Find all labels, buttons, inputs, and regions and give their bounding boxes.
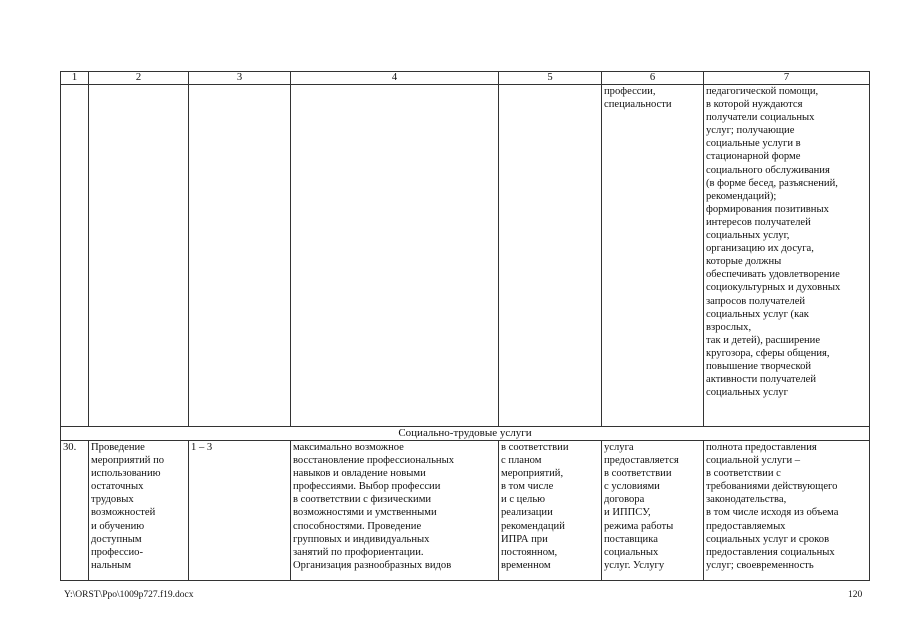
text-line: доступным — [91, 533, 142, 545]
text-line: рекомендаций — [501, 520, 565, 532]
text-line: взрослых, — [706, 321, 752, 333]
text-line: законодательства, — [706, 494, 787, 506]
text-line: и ИППСУ, — [604, 507, 651, 519]
text-line: возможностями и умственными — [293, 507, 437, 519]
footer-file-path: Y:\ORST\Ppo\1009p727.f19.docx — [64, 590, 194, 600]
text-line: социального обслуживания — [706, 164, 830, 176]
cell-text — [604, 441, 701, 580]
table-cell — [602, 441, 704, 581]
text-line: в которой нуждаются — [706, 99, 803, 111]
header-cell: 1 — [61, 72, 89, 85]
cell-text — [91, 441, 186, 580]
services-table — [60, 71, 870, 581]
text-line: повышение творческой — [706, 360, 812, 372]
text-line: специальности — [604, 99, 672, 111]
text-line: занятий по профориентации. — [293, 546, 424, 558]
text-line: обеспечивать удовлетворение — [706, 269, 840, 281]
table-row — [61, 441, 870, 581]
text-line: социальных услуг (как — [706, 308, 809, 320]
text-line: услуг; своевременность — [706, 559, 814, 571]
text-line: и обучению — [91, 520, 145, 532]
table-row-continued — [61, 85, 870, 427]
table-cell — [291, 441, 499, 581]
text-line: предоставляемых — [706, 520, 786, 532]
text-line: в соответствии — [501, 442, 569, 453]
text-line: социальные услуги в — [706, 138, 801, 150]
section-row — [61, 427, 870, 441]
cell-text — [604, 85, 701, 426]
text-line: профессио- — [91, 546, 143, 558]
cell-text — [501, 441, 599, 580]
section-title: Социально-трудовые услуги — [61, 427, 870, 441]
text-line: групповых и индивидуальных — [293, 533, 430, 545]
text-line: реализации — [501, 507, 553, 519]
table-cell — [602, 85, 704, 427]
text-line: поставщика — [604, 533, 658, 545]
text-line: использованию — [91, 468, 161, 480]
text-line: возможностей — [91, 507, 156, 519]
text-line: социальных услуг, — [706, 230, 790, 242]
text-line: трудовых — [91, 494, 134, 506]
text-line: полнота предоставления — [706, 442, 817, 453]
footer-page-number: 120 — [848, 590, 863, 600]
header-cell: 5 — [499, 72, 602, 85]
text-line: услуг. Услугу — [604, 559, 665, 571]
header-cell: 6 — [602, 72, 704, 85]
text-line: договора — [604, 494, 645, 506]
text-line: (в форме бесед, разъяснений, — [706, 177, 838, 189]
text-line: педагогической помощи, — [706, 86, 819, 97]
table-cell — [499, 441, 602, 581]
text-line: режима работы — [604, 520, 674, 532]
text-line: навыков и овладение новыми — [293, 468, 426, 480]
cell-text — [293, 441, 496, 580]
text-line: социальных услуг и сроков — [706, 533, 830, 545]
text-line: стационарной форме — [706, 151, 801, 163]
table-cell — [89, 85, 189, 427]
text-line: организацию их досуга, — [706, 243, 814, 255]
text-line: постоянном, — [501, 546, 558, 558]
text-line: запросов получателей — [706, 295, 806, 307]
text-line: в том числе исходя из объема — [706, 507, 839, 519]
text-line: Проведение — [91, 442, 145, 453]
text-line: восстановление профессиональных — [293, 455, 454, 467]
text-line: способностями. Проведение — [293, 520, 422, 532]
table-cell — [189, 85, 291, 427]
text-line: социальных услуг — [706, 387, 788, 399]
header-cell: 7 — [704, 72, 870, 85]
text-line: с условиями — [604, 481, 660, 493]
table-header-row — [61, 72, 870, 85]
text-line: услуга — [604, 442, 634, 453]
text-line: социокультурных и духовных — [706, 282, 841, 294]
text-line: предоставления социальных — [706, 546, 835, 558]
header-cell: 4 — [291, 72, 499, 85]
text-line: в соответствии — [604, 468, 672, 480]
text-line: в том числе — [501, 481, 554, 493]
header-cell: 3 — [189, 72, 291, 85]
text-line: социальной услуги – — [706, 455, 801, 467]
cell-text — [706, 85, 867, 426]
table-cell — [89, 441, 189, 581]
text-line: ИПРА при — [501, 533, 548, 545]
header-cell: 2 — [89, 72, 189, 85]
table-cell — [704, 85, 870, 427]
row-number: 30. — [61, 441, 89, 581]
text-line: остаточных — [91, 481, 144, 493]
text-line: рекомендаций); — [706, 190, 777, 202]
text-line: и с целью — [501, 494, 546, 506]
text-line: профессиями. Выбор профессии — [293, 481, 441, 493]
text-line: временном — [501, 559, 551, 571]
text-line: социальных — [604, 546, 659, 558]
table-cell — [704, 441, 870, 581]
text-line: так и детей), расширение — [706, 334, 821, 346]
text-line: формирования позитивных — [706, 203, 829, 215]
text-line: активности получателей — [706, 374, 817, 386]
text-line: интересов получателей — [706, 216, 811, 228]
text-line: в соответствии с — [706, 468, 781, 480]
text-line: мероприятий, — [501, 468, 564, 480]
text-line: которые должны — [706, 256, 782, 268]
text-line: требованиями действующего — [706, 481, 838, 493]
text-line: с планом — [501, 455, 542, 467]
text-line: Организация разнообразных видов — [293, 559, 452, 571]
cell-text — [706, 441, 867, 580]
text-line: кругозора, сферы общения, — [706, 347, 830, 359]
text-line: профессии, — [604, 86, 656, 97]
text-line: получатели социальных — [706, 112, 815, 124]
text-line: услуг; получающие — [706, 125, 795, 137]
text-line: предоставляется — [604, 455, 679, 467]
table-cell — [61, 85, 89, 427]
text-line: мероприятий по — [91, 455, 165, 467]
text-line: нальным — [91, 559, 132, 571]
table-cell — [499, 85, 602, 427]
table-cell — [291, 85, 499, 427]
text-line: максимально возможное — [293, 442, 404, 453]
text-line: в соответствии с физическими — [293, 494, 432, 506]
table-cell: 1 – 3 — [189, 441, 291, 581]
